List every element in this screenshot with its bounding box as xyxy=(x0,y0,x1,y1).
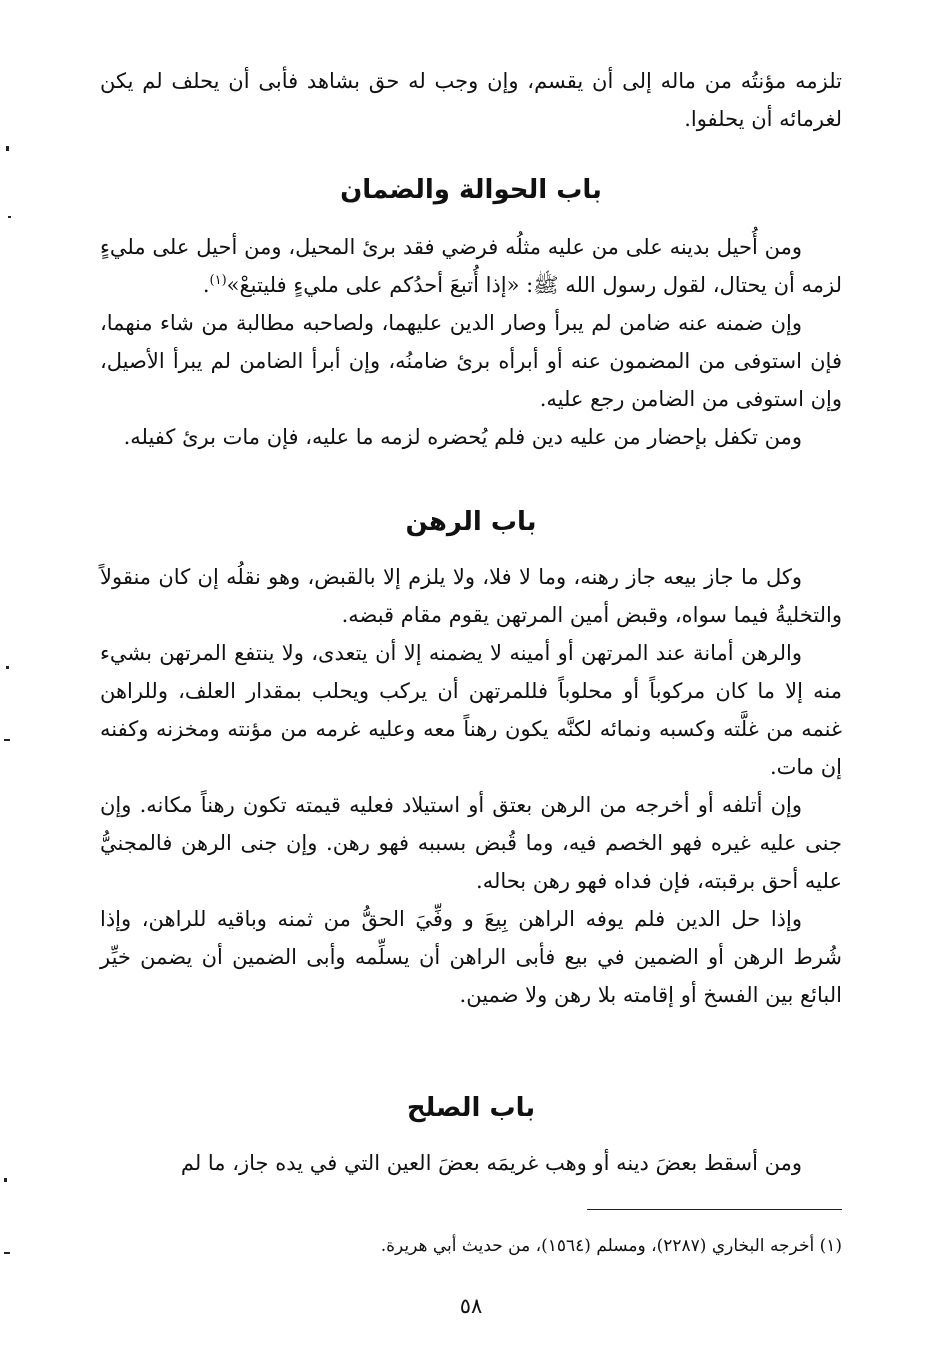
rahn-paragraph-1: وكل ما جاز بيعه جاز رهنه، وما لا فلا، ولا يلزم إلا بالقبض، وهو نقلُه إن كان منقولاً والتخليةُ فيما سواه، وقبض أمين المرتهن يقوم مقام قبضه. xyxy=(100,565,842,627)
hawala-paragraph-1-end: . xyxy=(202,273,210,297)
scan-speck xyxy=(6,146,9,151)
sulh-paragraph-1: ومن أسقط بعضَ دينه أو وهب غريمَه بعضَ العين التي في يده جاز، ما لم xyxy=(180,1151,802,1175)
footnote: (١) أخرجه البخاري (٢٢٨٧)، ومسلم (١٥٦٤)، من حديث أبي هريرة. xyxy=(380,1236,842,1256)
footnote-separator xyxy=(587,1209,842,1210)
rahn-paragraph-3: وإن أتلفه أو أخرجه من الرهن بعتق أو استيلاد فعليه قيمته تكون رهناً مكانه. وإن جنى عليه غيره فهو الخصم فيه، وما قُبض بسببه فهو رهن. وإن جنى الرهن فالمجنيُّ عليه أحق برقبته، فإن فداه فهو رهن بحاله. xyxy=(100,793,842,893)
scan-speck xyxy=(4,1178,7,1182)
heading-hawala: باب الحوالة والضمان xyxy=(340,175,602,205)
section-sulh-body xyxy=(100,1144,842,1182)
scan-speck xyxy=(8,216,11,218)
scan-speck xyxy=(4,739,10,741)
scan-speck xyxy=(6,666,9,669)
hawala-paragraph-1 xyxy=(100,228,842,304)
intro-continuation xyxy=(100,62,842,138)
scan-speck xyxy=(4,1252,10,1254)
section-hawala-body xyxy=(100,228,842,456)
hawala-paragraph-3: ومن تكفل بإحضار من عليه دين فلم يُحضره لزمه ما عليه، فإن مات برئ كفيله. xyxy=(123,425,802,449)
rahn-paragraph-4: وإذا حل الدين فلم يوفه الراهن بِيعَ و وفِّيَ الحقُّ من ثمنه وباقيه للراهن، وإذا شُرط الرهن أو الضمين في بيع فأبى الراهن أن يسلِّمه وأبى الضمين أن يضمن خيِّر البائع بين الفسخ أو إقامته بلا رهن ولا ضمين. xyxy=(100,907,842,1007)
rahn-paragraph-2: والرهن أمانة عند المرتهن أو أمينه لا يضمنه إلا أن يتعدى، ولا ينتفع المرتهن بشيء منه إلا ما كان مركوباً أو محلوباً فللمرتهن أن يركب ويحلب بمقدار العلف، وللراهن غنمه من غلَّته وكسبه ونمائه لكنَّه يكون رهناً معه وعليه غرمه من مؤنته ومخزنه وكفنه إن مات. xyxy=(100,641,842,779)
page-number: ٥٨ xyxy=(459,1294,483,1318)
heading-sulh: باب الصلح xyxy=(406,1093,536,1123)
footnote-reference: (١) xyxy=(209,273,227,288)
heading-rahn: باب الرهن xyxy=(405,507,537,537)
section-rahn-body xyxy=(100,558,842,1014)
hawala-paragraph-1-text: ومن أُحيل بدينه على من عليه مثلُه فرضي فقد برئ المحيل، ومن أحيل على مليءٍ لزمه أن يحتال، لقول رسول الله ﷺ: «إذا أُتبعَ أحدُكم على مليءٍ فليتبعْ» xyxy=(100,235,842,297)
intro-paragraph: تلزمه مؤنتُه من ماله إلى أن يقسم، وإن وجب له حق بشاهد فأبى أن يحلف لم يكن لغرمائه أن يحلفوا. xyxy=(100,69,842,131)
hawala-paragraph-2: وإن ضمنه عنه ضامن لم يبرأ وصار الدين عليهما، ولصاحبه مطالبة من شاء منهما، فإن استوفى من المضمون عنه أو أبرأه برئ ضامنُه، وإن أبرأ الضامن لم يبرأ الأصيل، وإن استوفى من الضامن رجع عليه. xyxy=(100,311,842,411)
